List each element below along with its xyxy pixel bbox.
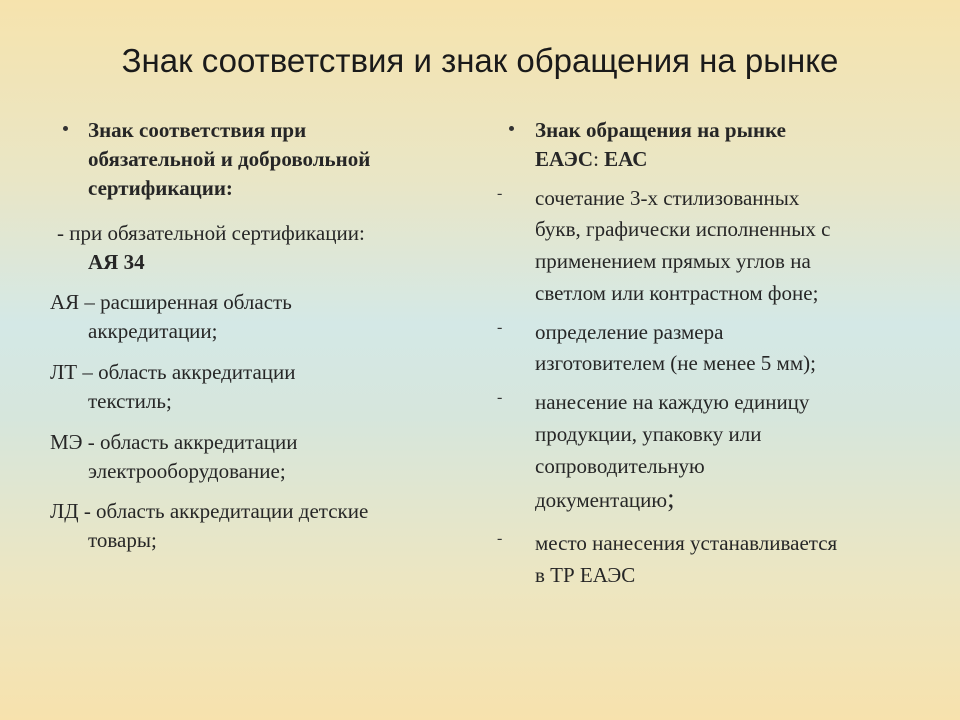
eac-mark: ЕАС xyxy=(604,147,648,171)
right-item-1-line-1: сочетание 3-х стилизованных xyxy=(535,186,800,210)
mandatory-cert-line: - при обязательной сертификации: xyxy=(57,221,365,245)
left-heading-line-1: Знак соответствия при xyxy=(88,118,307,142)
right-item-3-line-3: сопроводительную xyxy=(535,454,705,478)
left-item-1-line-1: АЯ – расширенная область xyxy=(50,290,292,314)
mandatory-cert-mark: АЯ 34 xyxy=(88,250,145,274)
left-item-2-line-2: текстиль; xyxy=(88,389,172,413)
left-heading-line-2: обязательной и добровольной xyxy=(88,147,371,171)
dash-icon: - xyxy=(497,530,503,547)
right-item-3-line-2: продукции, упаковку или xyxy=(535,422,762,446)
bullet-icon xyxy=(509,126,514,131)
dash-icon: - xyxy=(497,389,503,406)
slide-title: Знак соответствия и знак обращения на рынке xyxy=(121,42,839,79)
right-item-1-line-3: применением прямых углов на xyxy=(535,249,811,273)
left-item-4-line-2: товары; xyxy=(88,528,157,552)
right-item-3-semicolon: ; xyxy=(667,483,675,513)
right-item-2-line-1: определение размера xyxy=(535,320,724,344)
dash-icon: - xyxy=(497,185,503,202)
right-item-3-line-4 xyxy=(535,484,675,515)
right-item-1-line-2: букв, графически исполненных с xyxy=(535,217,831,241)
dash-icon: - xyxy=(497,319,503,336)
left-item-3-line-1: МЭ - область аккредитации xyxy=(50,430,298,454)
left-item-3-line-2: электрооборудование; xyxy=(88,459,286,483)
bullet-icon xyxy=(63,126,68,131)
right-heading-line-1: Знак обращения на рынке xyxy=(535,118,786,142)
eaes-label: ЕАЭС xyxy=(535,147,594,171)
right-item-4-line-2: в ТР ЕАЭС xyxy=(535,563,636,587)
right-item-3-line-1: нанесение на каждую единицу xyxy=(535,390,810,414)
left-item-2-line-1: ЛТ – область аккредитации xyxy=(50,360,296,384)
left-item-1-line-2: аккредитации; xyxy=(88,319,218,343)
left-heading-line-3: сертификации: xyxy=(88,176,233,200)
heading-separator: : xyxy=(593,147,605,171)
left-item-4-line-1: ЛД - область аккредитации детские xyxy=(50,499,369,523)
right-item-2-line-2: изготовителем (не менее 5 мм); xyxy=(535,351,816,375)
right-item-4-line-1: место нанесения устанавливается xyxy=(535,531,838,555)
right-heading-line-2 xyxy=(535,145,647,174)
right-item-1-line-4: светлом или контрастном фоне; xyxy=(535,281,819,305)
right-item-3-line-4-text: документацию xyxy=(535,488,668,512)
